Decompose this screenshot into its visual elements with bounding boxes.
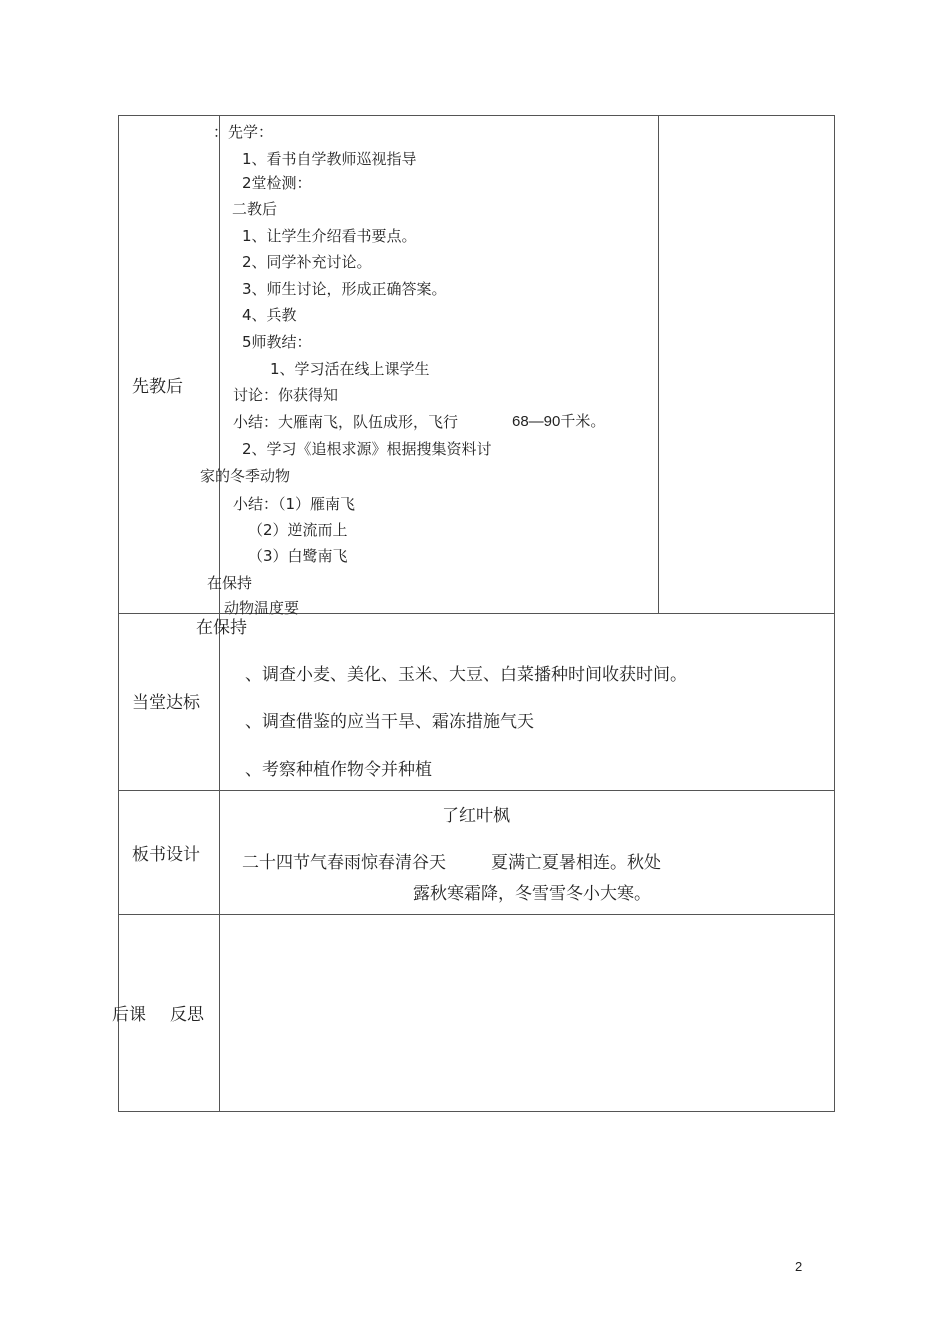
row1-line-16: （2）逆流而上	[248, 521, 348, 539]
board-line-1b: 夏满亡夏暑相连。秋处	[491, 853, 661, 873]
row1-line-8: 4、兵教	[242, 306, 297, 324]
row1-line-9: 5师教结：	[242, 333, 312, 351]
row1-line-18: 在保持	[207, 574, 253, 592]
row1-line-3: 2堂检测：	[242, 174, 312, 192]
label-column-divider	[219, 115, 220, 1112]
row2-label: 当堂达标	[132, 693, 200, 713]
row2-item-3: 、考察种植作物令并种植	[245, 760, 432, 780]
row1-line-13: 2、学习《追根求源》根据搜集资料讨	[242, 440, 492, 458]
table-top-border	[118, 115, 835, 116]
board-line-2: 露秋寒霜降，冬雪雪冬小大寒。	[413, 884, 651, 904]
row1-line-14: 家的冬季动物	[200, 467, 291, 485]
row2-item-1: 、调查小麦、美化、玉米、大豆、白菜播种时间收获时间。	[245, 665, 687, 685]
row1-label: 先教后	[132, 377, 183, 397]
board-title: 了红叶枫	[442, 806, 510, 826]
row-divider-2	[118, 790, 835, 791]
row1-line-11: 讨论：你获得知	[233, 386, 339, 404]
row1-line-5: 1、让学生介绍看书要点。	[242, 227, 417, 245]
row1-line-19: 动物温度要	[224, 599, 300, 617]
row4-label-b: 反思	[170, 1005, 204, 1025]
row2-item-2: 、调查借鉴的应当干旱、霜冻措施气天	[245, 712, 534, 732]
row1-line-12b: 68—90千米。	[512, 413, 606, 430]
row1-line-7: 3、师生讨论，形成正确答案。	[242, 280, 447, 298]
board-line-1: 二十四节气春雨惊春清谷天	[242, 853, 446, 873]
row1-line-12: 小结：大雁南飞，队伍成形，飞行	[233, 413, 459, 431]
row1-line-2: 1、看书自学教师巡视指导	[242, 150, 417, 168]
page-number: 2	[795, 1259, 803, 1274]
row4-label-a: 后课	[112, 1005, 146, 1025]
table-bottom-border	[118, 1111, 835, 1112]
table-right-border	[834, 115, 835, 1112]
row3-label: 板书设计	[132, 845, 200, 865]
row2-overflow-text: 在保持	[196, 618, 247, 638]
row1-line-4: 二教后	[232, 200, 278, 218]
row1-line-10: 1、学习活在线上课学生	[270, 360, 430, 378]
row1-line-1: ：先学：	[213, 123, 274, 141]
row1-line-17: （3）白鹭南飞	[248, 547, 348, 565]
content-column-divider	[658, 115, 659, 614]
row1-line-6: 2、同学补充讨论。	[242, 253, 372, 271]
row-divider-3	[118, 914, 835, 915]
row1-line-15: 小结：（1）雁南飞	[233, 495, 356, 513]
table-left-border	[118, 115, 119, 1112]
